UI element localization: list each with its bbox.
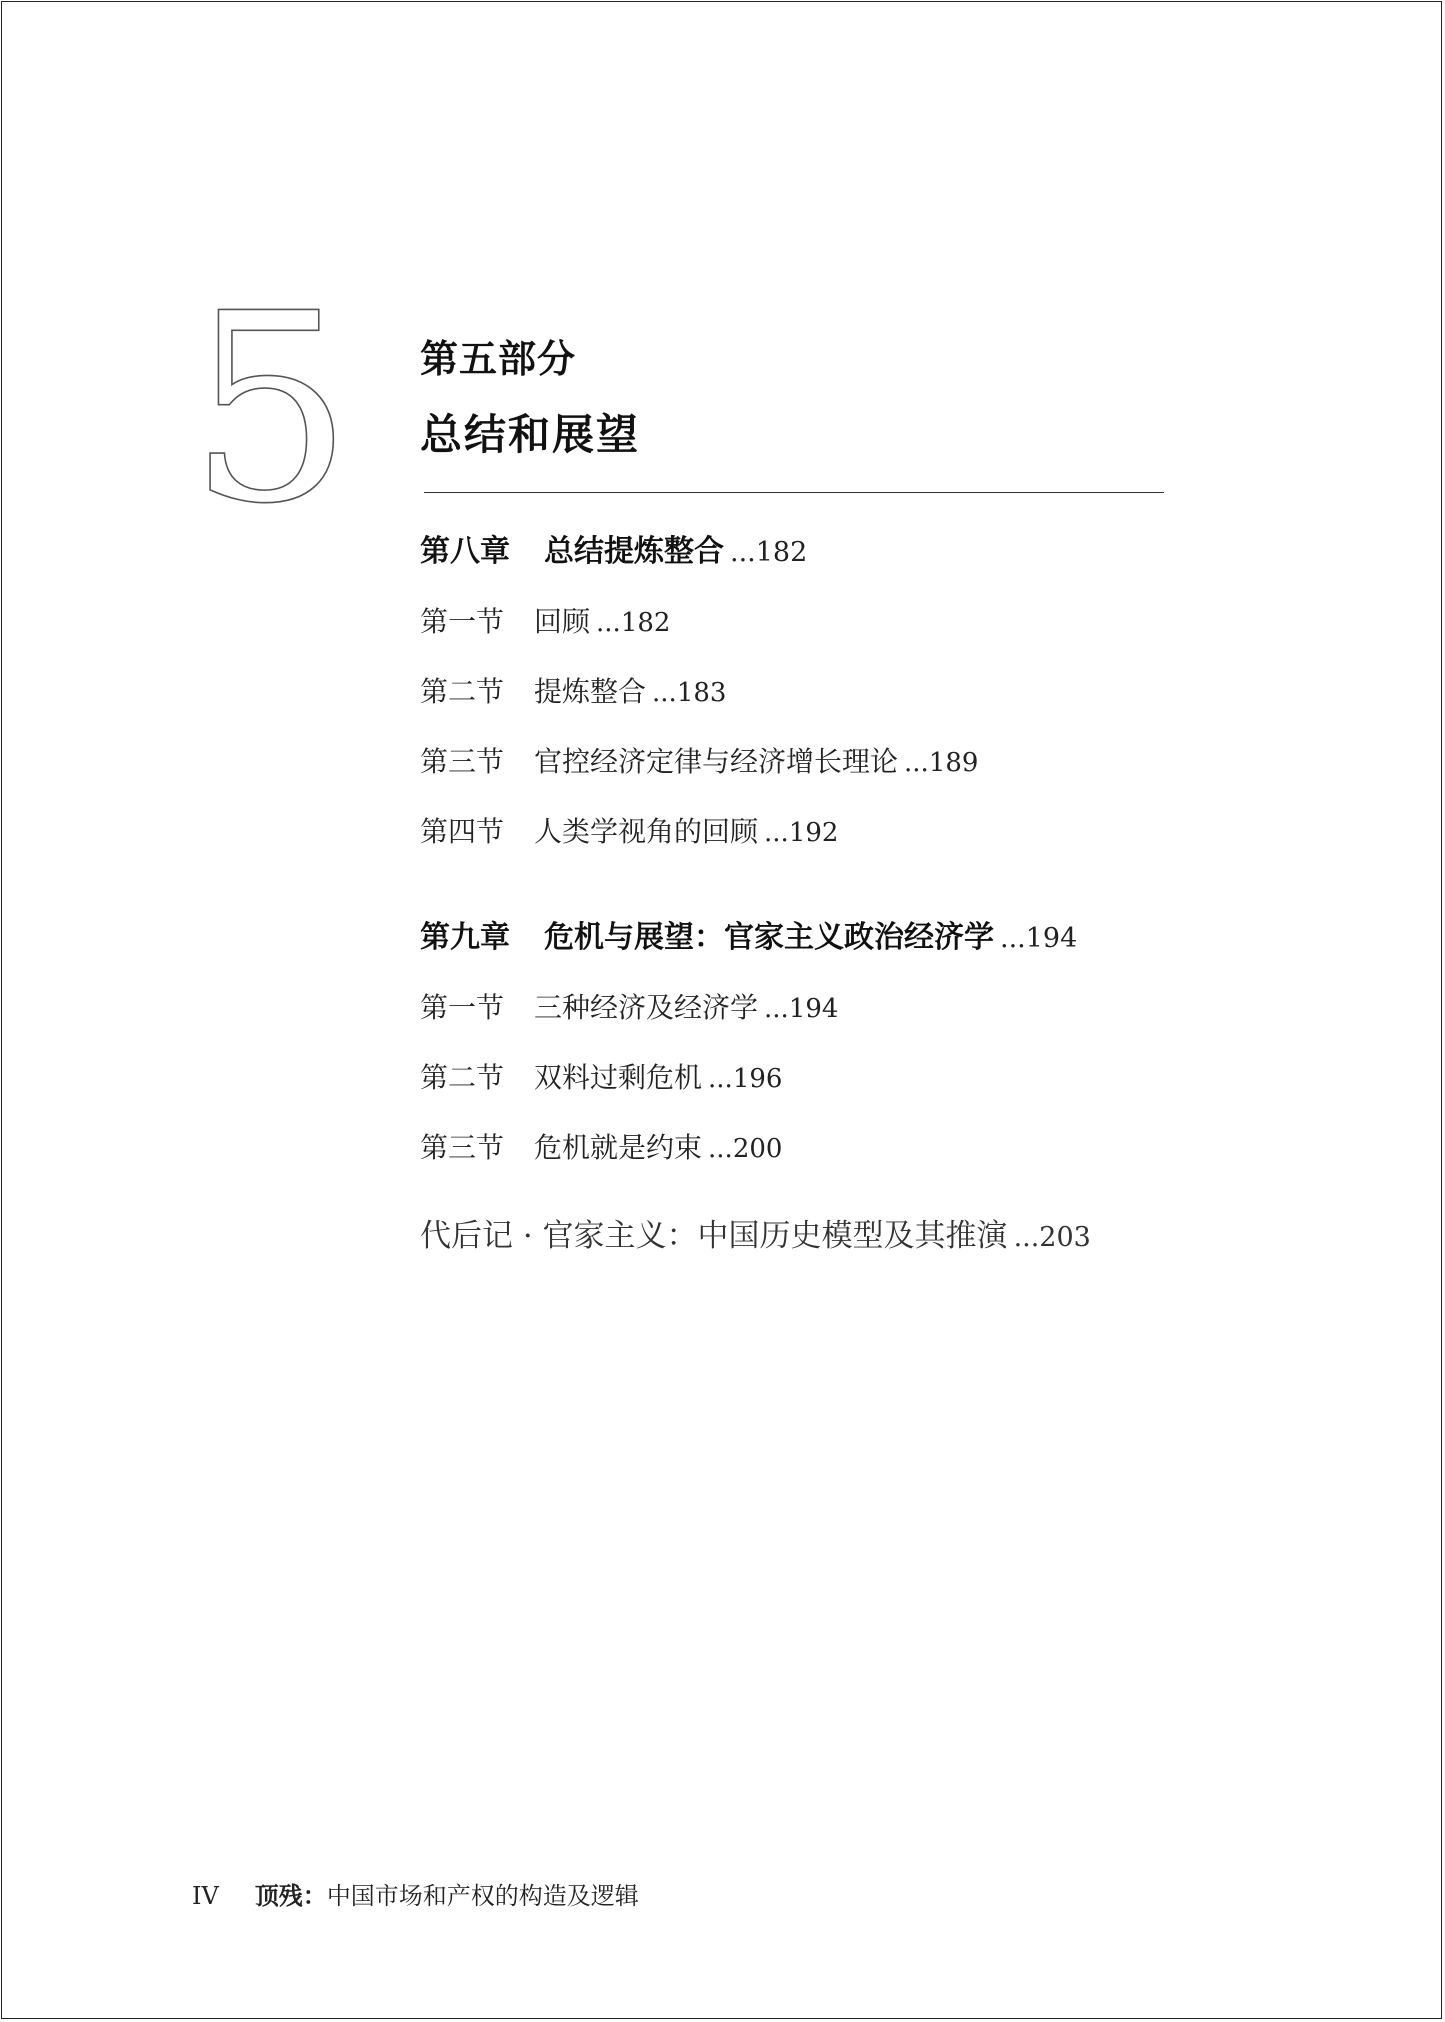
section-number: 第二节 bbox=[420, 1061, 505, 1094]
section-page: ...194 bbox=[764, 994, 839, 1024]
chapter-page: ...182 bbox=[730, 537, 808, 568]
toc-section[interactable] bbox=[420, 810, 1320, 854]
section-page: ...200 bbox=[708, 1134, 783, 1164]
part-numeral: 5 bbox=[188, 259, 354, 561]
part-label: 第五部分 bbox=[420, 337, 577, 381]
section-title: 人类学视角的回顾 bbox=[534, 815, 759, 848]
table-of-contents bbox=[420, 530, 1320, 1260]
section-number: 第一节 bbox=[420, 605, 505, 638]
section-title: 回顾 bbox=[534, 605, 591, 638]
section-number: 第二节 bbox=[420, 675, 505, 708]
toc-chapter-8[interactable] bbox=[420, 530, 1320, 574]
footer-book-subtitle: 中国市场和产权的构造及逻辑 bbox=[326, 1882, 639, 1910]
epilogue-page: ...203 bbox=[1013, 1222, 1091, 1253]
section-number: 第三节 bbox=[420, 745, 505, 778]
section-title: 危机就是约束 bbox=[534, 1131, 703, 1164]
section-page: ...196 bbox=[708, 1064, 783, 1094]
section-page: ...182 bbox=[596, 608, 671, 638]
chapter-title: 总结提炼整合 bbox=[544, 534, 724, 569]
page-footer bbox=[192, 1880, 639, 1912]
chapter-number: 第八章 bbox=[420, 534, 510, 569]
section-page: ...189 bbox=[904, 748, 979, 778]
section-page: ...192 bbox=[764, 818, 839, 848]
epilogue-title: 代后记 · 官家主义：中国历史模型及其推演 bbox=[420, 1218, 1008, 1254]
toc-section[interactable] bbox=[420, 986, 1320, 1030]
toc-chapter-9[interactable] bbox=[420, 916, 1320, 960]
toc-section[interactable] bbox=[420, 1126, 1320, 1170]
chapter-title: 危机与展望：官家主义政治经济学 bbox=[544, 920, 994, 955]
section-title: 三种经济及经济学 bbox=[534, 991, 759, 1024]
section-number: 第三节 bbox=[420, 1131, 505, 1164]
section-title: 官控经济定律与经济增长理论 bbox=[534, 745, 899, 778]
section-number: 第一节 bbox=[420, 991, 505, 1024]
section-title: 提炼整合 bbox=[534, 675, 647, 708]
chapter-number: 第九章 bbox=[420, 920, 510, 955]
footer-page-number: IV bbox=[192, 1882, 219, 1910]
footer-book-title: 顶残： bbox=[254, 1882, 327, 1910]
toc-epilogue[interactable] bbox=[420, 1212, 1320, 1260]
toc-section[interactable] bbox=[420, 600, 1320, 644]
section-number: 第四节 bbox=[420, 815, 505, 848]
section-title: 双料过剩危机 bbox=[534, 1061, 703, 1094]
chapter-spacer bbox=[420, 880, 1320, 916]
toc-section[interactable] bbox=[420, 670, 1320, 714]
section-page: ...183 bbox=[652, 678, 727, 708]
toc-section[interactable] bbox=[420, 1056, 1320, 1100]
title-divider bbox=[424, 492, 1164, 493]
part-title: 总结和展望 bbox=[420, 410, 641, 459]
toc-section[interactable] bbox=[420, 740, 1320, 784]
chapter-page: ...194 bbox=[1000, 923, 1078, 954]
